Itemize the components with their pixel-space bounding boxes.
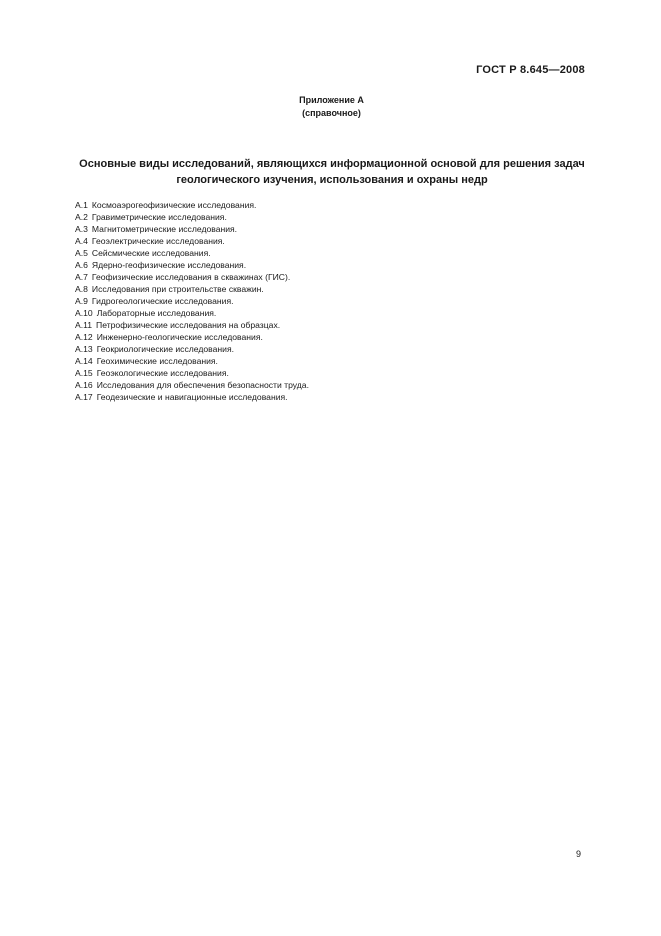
list-item — [75, 307, 555, 319]
list-item — [75, 355, 555, 367]
section-title-line-2: геологического изучения, использования и охраны недр — [176, 174, 488, 186]
list-item-number: А.4 — [75, 236, 88, 246]
list-item — [75, 343, 555, 355]
list-item-text: Геофизические исследования в скважинах (ГИС). — [91, 272, 291, 282]
list-item-text: Геодезические и навигационные исследования. — [96, 392, 288, 402]
list-item — [75, 211, 555, 223]
list-item — [75, 295, 555, 307]
list-item — [75, 331, 555, 343]
page-number: 9 — [576, 849, 582, 859]
list-item-text: Магнитометрические исследования. — [91, 224, 238, 234]
list-item-text: Геоэкологические исследования. — [96, 368, 229, 378]
list-item-text: Геохимические исследования. — [96, 356, 218, 366]
list-item-text: Лабораторные исследования. — [96, 308, 217, 318]
list-item — [75, 259, 555, 271]
list-item-text: Инженерно-геологические исследования. — [96, 332, 263, 342]
research-types-list — [75, 199, 555, 403]
list-item-text: Гидрогеологические исследования. — [91, 296, 234, 306]
list-item-number: А.8 — [75, 284, 88, 294]
list-item — [75, 283, 555, 295]
list-item — [75, 271, 555, 283]
list-item-number: А.17 — [75, 392, 93, 402]
list-item — [75, 223, 555, 235]
list-item — [75, 319, 555, 331]
appendix-subtitle: (справочное) — [302, 108, 361, 118]
list-item — [75, 199, 555, 211]
list-item-number: А.7 — [75, 272, 88, 282]
list-item-text: Геокриологические исследования. — [96, 344, 234, 354]
list-item — [75, 391, 555, 403]
section-title-line-1: Основные виды исследований, являющихся информационной основой для решения задач — [79, 158, 585, 170]
list-item-text: Ядерно-геофизические исследования. — [91, 260, 247, 270]
document-code: ГОСТ Р 8.645—2008 — [476, 64, 585, 76]
list-item-text: Исследования для обеспечения безопасности труда. — [96, 380, 309, 390]
list-item-number: А.10 — [75, 308, 93, 318]
appendix-heading — [0, 94, 661, 120]
list-item-text: Петрофизические исследования на образцах. — [96, 320, 281, 330]
list-item-text: Исследования при строительстве скважин. — [91, 284, 264, 294]
list-item-number: А.14 — [75, 356, 93, 366]
list-item-text: Геоэлектрические исследования. — [91, 236, 225, 246]
list-item-number: А.2 — [75, 212, 88, 222]
list-item — [75, 235, 555, 247]
list-item-number: А.3 — [75, 224, 88, 234]
list-item-number: А.9 — [75, 296, 88, 306]
list-item-number: А.15 — [75, 368, 93, 378]
section-title — [52, 156, 612, 188]
list-item — [75, 367, 555, 379]
appendix-title: Приложение А — [299, 95, 364, 105]
list-item-number: А.5 — [75, 248, 88, 258]
list-item-number: А.6 — [75, 260, 88, 270]
list-item-number: А.1 — [75, 200, 88, 210]
list-item — [75, 379, 555, 391]
list-item-number: А.12 — [75, 332, 93, 342]
list-item-number: А.16 — [75, 380, 93, 390]
list-item-text: Сейсмические исследования. — [91, 248, 211, 258]
list-item-number: А.13 — [75, 344, 93, 354]
list-item-text: Космоаэрогеофизические исследования. — [91, 200, 257, 210]
list-item-number: А.11 — [75, 320, 93, 330]
list-item-text: Гравиметрические исследования. — [91, 212, 227, 222]
list-item — [75, 247, 555, 259]
